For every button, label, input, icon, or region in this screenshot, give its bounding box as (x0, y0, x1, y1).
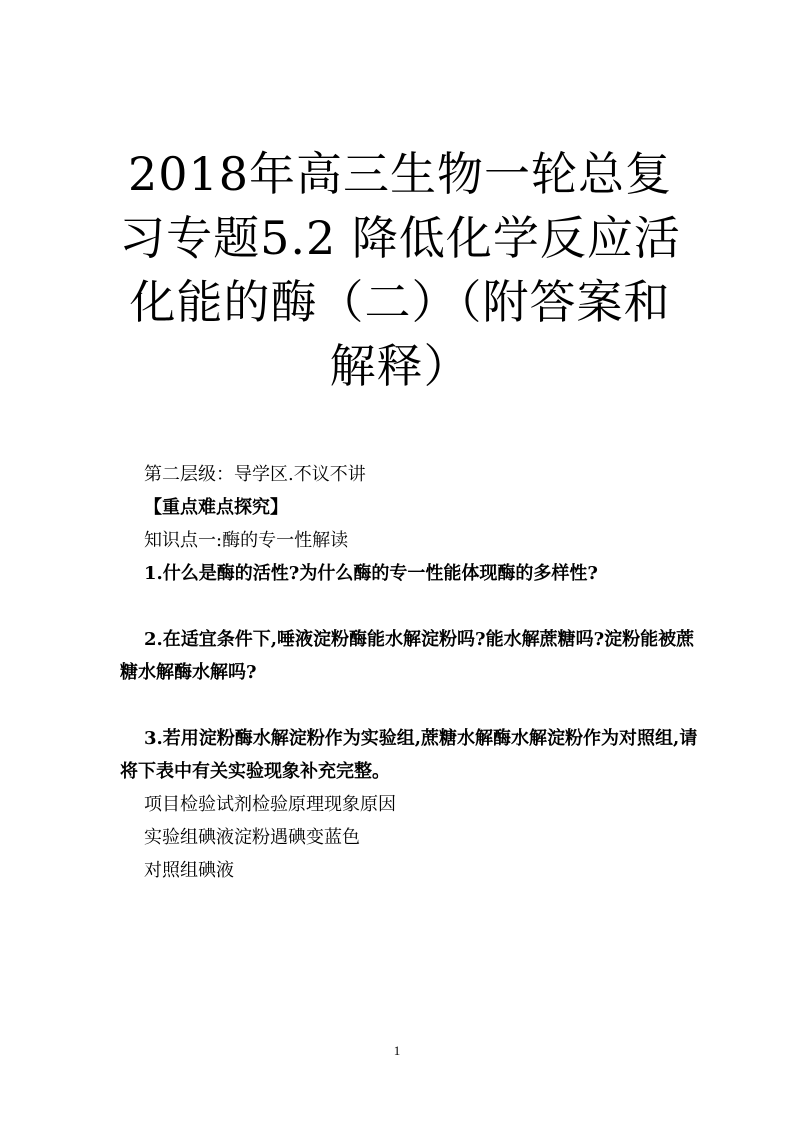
page-number: 1 (393, 1043, 401, 1058)
knowledge-point-heading: 知识点一:酶的专一性解读 (144, 530, 349, 551)
section-heading: 【重点难点探究】 (144, 497, 288, 518)
table-row-experiment: 实验组碘液淀粉遇碘变蓝色 (144, 827, 360, 848)
page-title: 2018年高三生物一轮总复习专题5.2 降低化学反应活化能的酶（二）（附答案和解释） (119, 147, 681, 393)
paragraph-gap (120, 689, 700, 722)
level-line: 第二层级：导学区.不议不讲 (144, 464, 366, 485)
question-2: 2.在适宜条件下,唾液淀粉酶能水解淀粉吗?能水解蔗糖吗?淀粉能被蔗糖水解酶水解吗? (120, 629, 695, 683)
question-3: 3.若用淀粉酶水解淀粉作为实验组,蔗糖水解酶水解淀粉作为对照组,请将下表中有关实验现象补充完整。 (120, 728, 698, 782)
question-1: 1.什么是酶的活性?为什么酶的专一性能体现酶的多样性? (144, 563, 598, 584)
paragraph-gap (120, 590, 700, 623)
table-row-control: 对照组碘液 (144, 860, 234, 881)
document-body (120, 458, 700, 887)
table-header-line: 项目检验试剂检验原理现象原因 (144, 794, 396, 815)
